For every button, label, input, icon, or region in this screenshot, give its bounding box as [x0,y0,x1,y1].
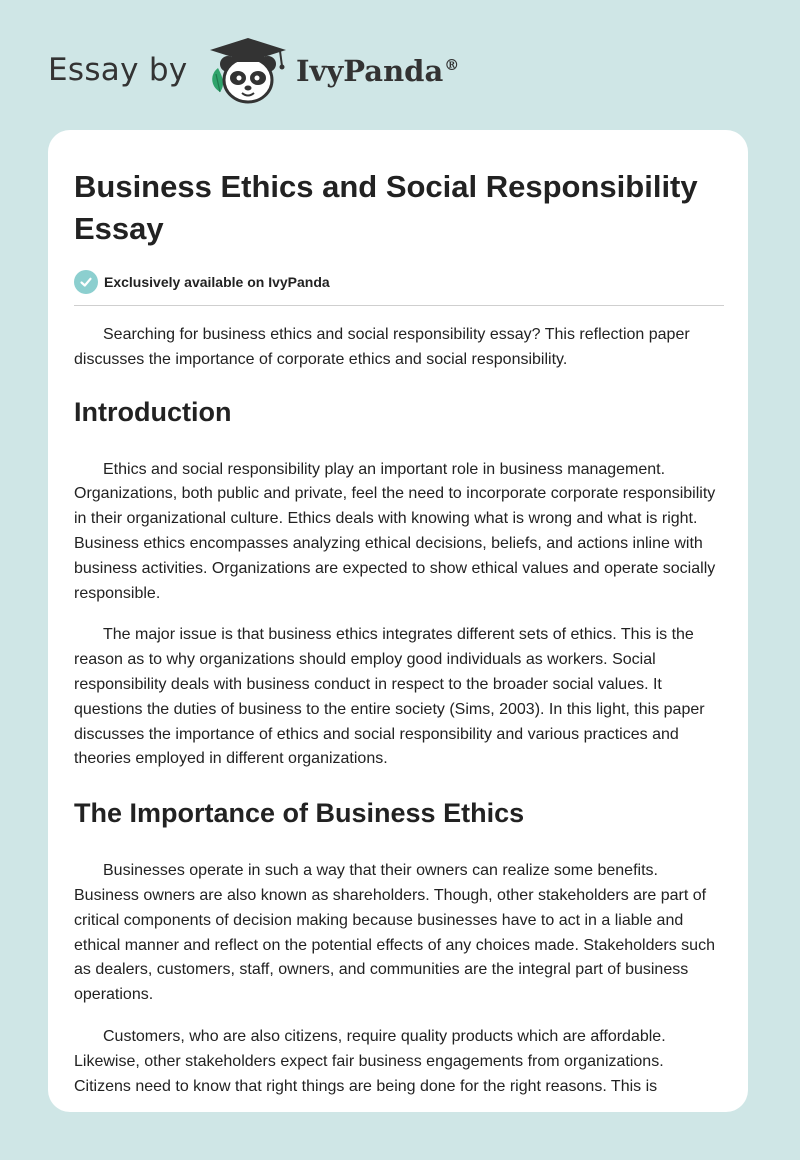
exclusive-badge [74,268,724,296]
section-heading-importance: The Importance of Business Ethics [74,798,525,829]
registered-mark: ® [444,56,460,75]
brand-name: IvyPanda® [296,54,460,88]
section-paragraph: Customers, who are also citizens, require quality products which are affordable. Likewise, other stakeholders expect fair business engagements from organizations. Citizens need to know that right things are being done for the right reasons. This is [74,1027,666,1095]
panda-logo-icon [202,34,294,110]
essay-card [48,130,748,1112]
section-paragraph: Businesses operate in such a way that their owners can realize some benefits. Business owners are also known as shareholders. Though, other stakeholders are part of critical components of decision making because businesses have to act in a liable and ethical manner and reflect on the potential effects of any choices made. Stakeholders such as dealers, customers, staff, owners, and communities are the integral part of business operations. [74,862,715,1004]
exclusive-label: Exclusively available on IvyPanda [104,274,330,290]
intro-paragraph: Searching for business ethics and social responsibility essay? This reflection paper discusses the importance of corporate ethics and social responsibility. [74,326,690,368]
brand-header [48,34,488,114]
essay-title: Business Ethics and Social Responsibility Essay [74,169,698,246]
essay-content [74,166,724,1099]
check-icon [74,270,98,294]
section-paragraph: Ethics and social responsibility play an important role in business management. Organizations, both public and private, feel the need to incorporate corporate responsibility in their organizational culture. Ethics deals with knowing what is wrong and what is right. Business ethics encompasses analyzing ethical decisions, beliefs, and actions inline with business activities. Organizations are expected to show ethical values and operate socially responsible. [74,460,716,602]
section-paragraph: The major issue is that business ethics integrates different sets of ethics. This is the reason as to why organizations should employ good individuals as workers. Social responsibility deals with business conduct in respect to the broader social values. It questions the duties of business to the entire society (Sims, 2003). In this light, this paper discusses the importance of ethics and social responsibility and various practices and theories employed in different organizations. [74,626,705,768]
title-divider [74,305,724,306]
brand-prefix: Essay by [48,52,188,88]
section-heading-introduction: Introduction [74,396,232,427]
